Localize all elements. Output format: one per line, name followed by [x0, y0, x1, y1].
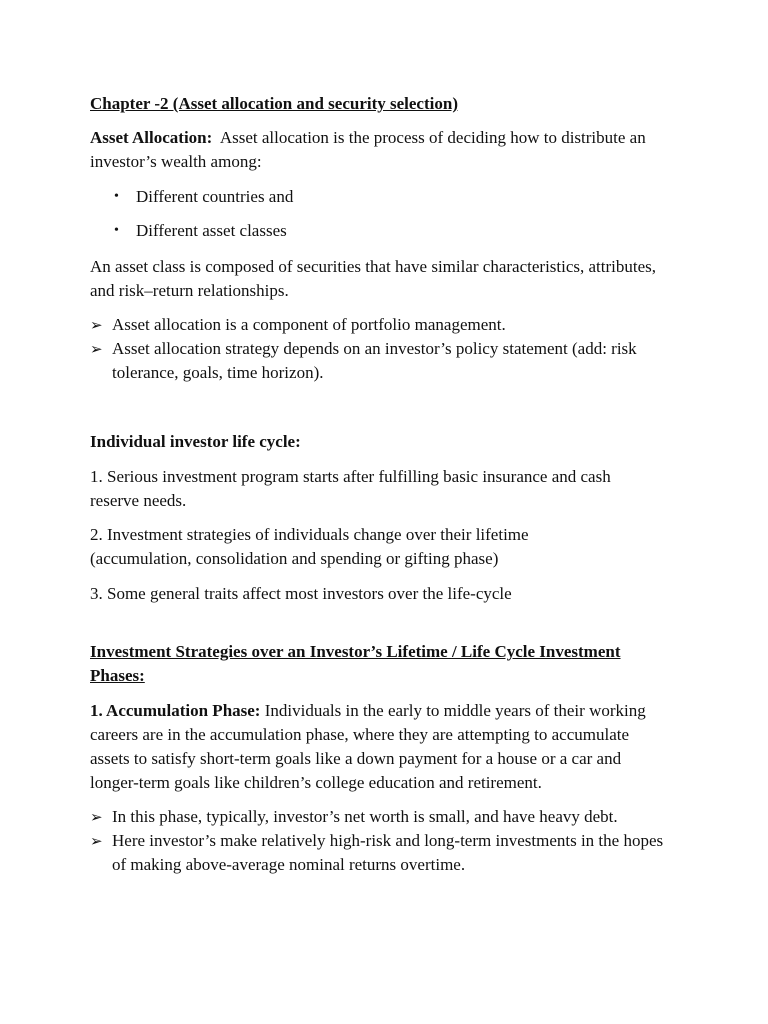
asset-allocation-label: Asset Allocation: — [90, 128, 213, 147]
bullet-dot: • — [114, 189, 119, 204]
life-cycle-point: 3. Some general traits affect most investors over the life-cycle — [90, 584, 512, 603]
arrow-point-text: Asset allocation is a component of portfolio management. — [112, 315, 506, 334]
bullet-text: Different asset classes — [136, 221, 287, 240]
bullet-text: Different countries and — [136, 187, 294, 206]
accumulation-phase-text: Individuals in the early to middle years of their working careers are in the accumulation phase, where they are attempting to accumulate assets to satisfy short-term goals like a down payment for a house or a car and longer-term goals like children’s college education and retirement. — [90, 701, 646, 792]
arrow-point-text: Asset allocation strategy depends on an investor’s policy statement (add: risk tolerance, goals, time horizon). — [112, 339, 637, 382]
asset-allocation-text: Asset allocation is the process of deciding how to distribute an investor’s wealth among: — [90, 128, 646, 171]
life-cycle-heading: Individual investor life cycle: — [90, 432, 301, 451]
arrow-bullet-icon: ➢ — [90, 832, 103, 850]
bullet-dot: • — [114, 223, 119, 238]
life-cycle-point: 2. Investment strategies of individuals change over their lifetime (accumulation, consolidation and spending or gifting phase) — [90, 525, 529, 568]
accumulation-phase-paragraph — [90, 699, 670, 795]
arrow-bullet-icon: ➢ — [90, 340, 103, 358]
strategies-heading: Investment Strategies over an Investor’s Lifetime / Life Cycle Investment Phases: — [90, 642, 621, 685]
chapter-title: Chapter -2 (Asset allocation and security selection) — [90, 94, 458, 113]
accumulation-phase-label: 1. Accumulation Phase: — [90, 701, 261, 720]
asset-allocation-paragraph — [90, 126, 680, 174]
asset-class-definition: An asset class is composed of securities that have similar characteristics, attributes, and risk–return relationships. — [90, 257, 657, 300]
arrow-bullet-icon: ➢ — [90, 808, 103, 826]
arrow-bullet-icon: ➢ — [90, 316, 103, 334]
arrow-point-text: In this phase, typically, investor’s net worth is small, and have heavy debt. — [112, 807, 618, 826]
life-cycle-point: 1. Serious investment program starts after fulfilling basic insurance and cash reserve needs. — [90, 467, 611, 510]
arrow-point-text: Here investor’s make relatively high-risk and long-term investments in the hopes of making above-average nominal returns overtime. — [112, 831, 664, 874]
